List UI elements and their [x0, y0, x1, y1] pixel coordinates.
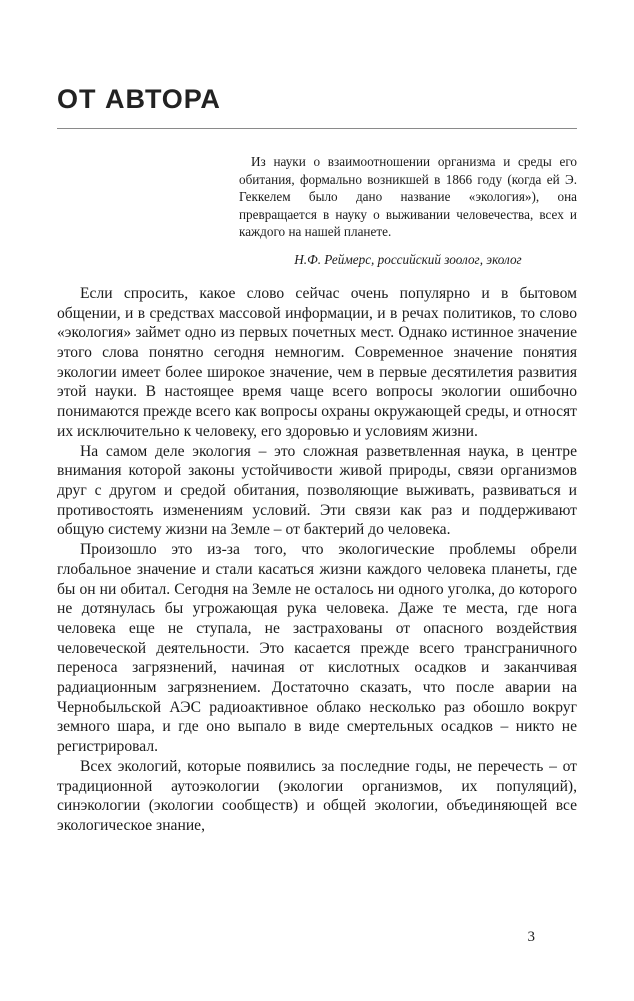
paragraph-4: Всех экологий, которые появились за последние годы, не перечесть – от традиционной аутоэкологии (экологии организмов, их популяций), синэкологии (экологии сообществ) и общей экологии, объединяющей все экологическое знание,	[57, 757, 577, 834]
page-title: ОТ АВТОРА	[57, 84, 221, 114]
paragraph-1: Если спросить, какое слово сейчас очень популярно и в бытовом общении, и в средствах массовой информации, и в речах политиков, то слово «экология» займет одно из первых почетных мест. Однако истинное значение этого слова понятно сегодня немногим. Современное значение понятия экологии имеет более широкое значение, чем в первые десятилетия развития этой науки. В настоящее время чаще всего вопросы экологии ошибочно понимаются прежде всего как вопросы охраны окружающей среды, и относят их исключительно к человеку, его здоровью и условиям жизни.	[57, 284, 577, 440]
page-number: 3	[527, 929, 535, 945]
paragraph-2: На самом деле экология – это сложная разветвленная наука, в центре внимания которой законы устойчивости живой природы, связи организмов друг с другом и средой обитания, позволяющие выживать, развиваться и противостоять изменениям условий. Эти связи как раз и поддерживают общую систему жизни на Земле – от бактерий до человека.	[57, 442, 577, 539]
body-text	[57, 284, 577, 836]
title-rule	[57, 128, 577, 129]
epigraph-attribution: Н.Ф. Реймерс, российский зоолог, эколог	[294, 251, 522, 267]
epigraph	[239, 153, 577, 268]
paragraph-3: Произошло это из-за того, что экологические проблемы обрели глобальное значение и стали касаться жизни каждого человека планеты, где бы он ни обитал. Сегодня на Земле не осталось ни одного уголка, до которого не дотянулась бы угрожающая рука человека. Даже те места, где нога человека еще не ступала, не застрахованы от опасного воздействия человеческой деятельности. Это касается прежде всего трансграничного переноса загрязнений, начиная от кислотных осадков и заканчивая радиационным загрязнением. Достаточно сказать, что после аварии на Чернобыльской АЭС радиоактивное облако несколько раз обошло вокруг земного шара, и где оно выпало в виде смертельных осадков – никто не регистрировал.	[57, 541, 577, 756]
epigraph-text: Из науки о взаимоотношении организма и среды его обитания, формально возникшей в 1866 году (когда ей Э. Геккелем было дано название «экология»), она превращается в науку о выживании человечества, всех и каждого на нашей планете.	[239, 154, 577, 240]
